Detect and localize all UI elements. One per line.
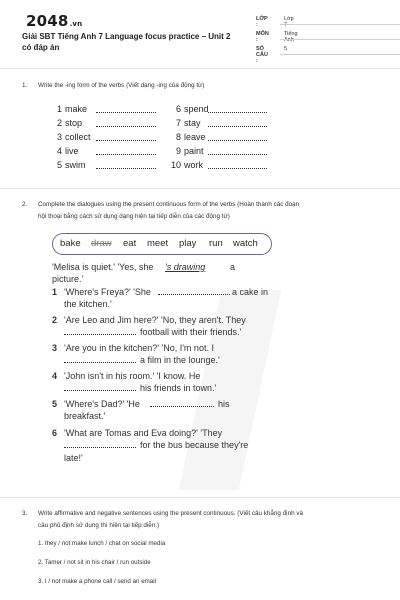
verb-word: live xyxy=(65,146,79,156)
meta-subject-key: MÔN : xyxy=(256,31,269,43)
sentence-item: 2. Tamer / not sit in his chair / run outside xyxy=(38,559,151,566)
question-2-number: 2. xyxy=(22,201,28,208)
item-number: 6 xyxy=(52,428,58,438)
meta-count-value: 5 xyxy=(284,46,288,52)
word-option: meet xyxy=(147,238,169,249)
dialogue-text: his xyxy=(218,399,230,409)
answer-blank[interactable] xyxy=(150,399,214,407)
verb-number: 2 xyxy=(56,118,62,128)
dialogue-text: late!' xyxy=(64,453,83,463)
meta-underline xyxy=(280,54,400,55)
item-number: 5 xyxy=(52,399,58,409)
verb-word: make xyxy=(65,104,88,114)
meta-class-key: LỚP : xyxy=(256,16,268,28)
verb-word: collect xyxy=(65,132,91,142)
dialogue-text: football with their friends.' xyxy=(140,327,242,337)
verb-word: spend xyxy=(184,104,209,114)
page-header xyxy=(0,0,400,64)
item-number: 3 xyxy=(52,343,58,353)
word-option: play xyxy=(179,238,197,249)
verb-number: 9 xyxy=(175,146,181,156)
question-2-instruction-line1: Complete the dialogues using the present continuous form of the verbs (Hoàn thành các đoạn xyxy=(38,201,300,208)
answer-blank[interactable] xyxy=(96,154,156,155)
dialogue-text: his friends in town.' xyxy=(140,383,217,393)
answer-blank[interactable] xyxy=(64,383,136,391)
question-3-instruction-line1: Write affirmative and negative sentences using the present continuous. (Viết câu khẳng định và xyxy=(38,510,303,517)
word-option: bake xyxy=(60,238,81,249)
verb-number: 3 xyxy=(56,132,62,142)
answer-blank[interactable] xyxy=(64,440,136,448)
verb-number: 6 xyxy=(175,104,181,114)
item-number: 1 xyxy=(52,287,58,297)
divider xyxy=(0,497,400,498)
example-text: 'Melisa is quiet.' 'Yes, she xyxy=(52,262,154,272)
meta-underline xyxy=(280,39,400,40)
answer-blank[interactable] xyxy=(96,168,156,169)
answer-blank[interactable] xyxy=(208,112,267,113)
verb-word: stay xyxy=(184,118,201,128)
verb-word: leave xyxy=(184,132,206,142)
site-logo[interactable] xyxy=(26,12,82,30)
word-option: watch xyxy=(233,238,258,249)
dialogue-text: for the bus because they're xyxy=(140,440,249,450)
item-number: 4 xyxy=(52,371,58,381)
question-1-number: 1. xyxy=(22,82,28,89)
example-text-line2: picture.' xyxy=(52,274,84,284)
verb-word: paint xyxy=(184,146,204,156)
question-3-instruction-line2: câu phủ định sử dụng thì hiện tại tiếp diễn.) xyxy=(38,522,160,529)
logo-suffix: .vn xyxy=(69,20,83,28)
answer-blank[interactable] xyxy=(208,168,267,169)
sentence-item: 1. they / not make lunch / chat on social media xyxy=(38,540,166,547)
answer-blank[interactable] xyxy=(96,112,156,113)
answer-blank[interactable] xyxy=(208,154,267,155)
answer-blank[interactable] xyxy=(96,126,156,127)
meta-class-value: Lớp 7 xyxy=(284,16,294,28)
answer-blank[interactable] xyxy=(208,140,267,141)
dialogue-text: 'John isn't in his room.' 'I know. He xyxy=(64,371,201,381)
meta-count-key: SỐ CÂU : xyxy=(256,46,268,64)
question-3-number: 3. xyxy=(22,510,28,517)
verb-word: work xyxy=(184,160,204,170)
dialogue-text: 'Where's Dad?' 'He xyxy=(64,399,140,409)
verb-number: 1 xyxy=(56,104,62,114)
answer-blank[interactable] xyxy=(208,126,267,127)
sentence-item: 3. I / not make a phone call / send an email xyxy=(38,578,156,585)
logo-main: 2048 xyxy=(26,12,69,30)
verb-number: 8 xyxy=(175,132,181,142)
question-2-instruction-line2: hội thoại bằng cách sử dụng dạng hiện tại tiếp diễn của các động từ) xyxy=(38,213,230,220)
verb-number: 5 xyxy=(56,160,62,170)
question-1-instruction: Write the -ing form of the verbs (Viết dạng -ing của động từ) xyxy=(38,82,205,89)
word-option: eat xyxy=(123,238,137,249)
verb-number: 10 xyxy=(171,160,182,170)
divider xyxy=(0,188,400,189)
word-option-used: draw xyxy=(91,238,112,249)
answer-blank[interactable] xyxy=(64,355,136,363)
meta-underline xyxy=(280,24,400,25)
answer-blank[interactable] xyxy=(158,287,230,295)
item-number: 2 xyxy=(52,315,58,325)
dialogue-text: a cake in xyxy=(232,287,269,297)
dialogue-text: a film in the lounge.' xyxy=(140,355,220,365)
verb-number: 7 xyxy=(175,118,181,128)
dialogue-text: 'Are you in the kitchen?' 'No, I'm not. I xyxy=(64,343,214,353)
example-text-end: a xyxy=(230,262,236,272)
dialogue-text: the kitchen.' xyxy=(64,299,112,309)
dialogue-text: 'What are Tomas and Eva doing?' 'They xyxy=(64,428,223,438)
verb-word: swim xyxy=(65,160,86,170)
answer-blank[interactable] xyxy=(96,140,156,141)
meta-subject-value: Tiếng Anh xyxy=(284,31,298,43)
divider xyxy=(0,68,400,69)
answer-blank[interactable] xyxy=(64,327,136,335)
dialogue-text: 'Are Leo and Jim here?' 'No, they aren't. They xyxy=(64,315,246,325)
example-answer: 's drawing xyxy=(165,262,206,272)
verb-number: 4 xyxy=(56,146,62,156)
word-box xyxy=(52,233,272,255)
dialogue-text: breakfast.' xyxy=(64,411,106,421)
word-option: run xyxy=(209,238,223,249)
dialogue-text: 'Where's Freya?' 'She xyxy=(64,287,151,297)
verb-word: stop xyxy=(65,118,83,128)
document-title: Giải SBT Tiếng Anh 7 Language focus practice – Unit 2 có đáp án xyxy=(22,32,231,52)
